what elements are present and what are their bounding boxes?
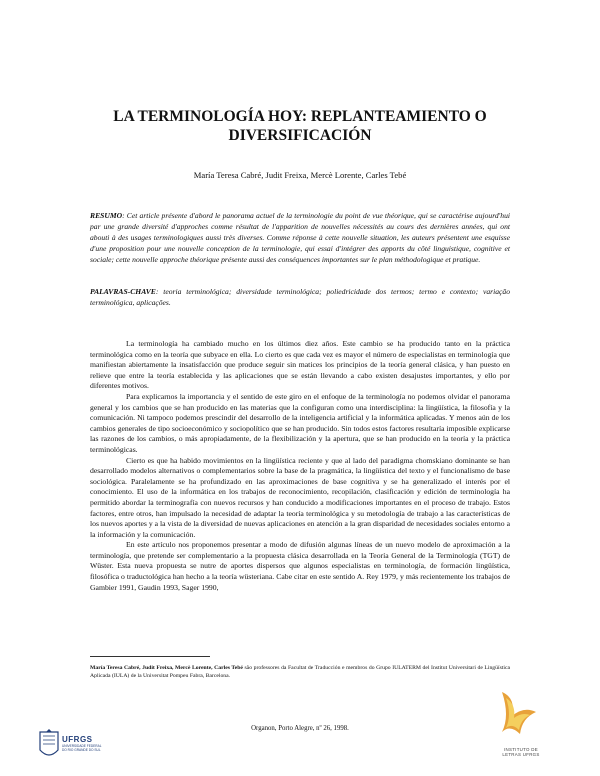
footnote-divider [90,656,210,657]
keywords [90,286,510,308]
paper-title: LA TERMINOLOGÍA HOY: REPLANTEAMIENTO O DIVERSIFICACIÓN [113,108,487,144]
body-paragraph-4: En este artículo nos proponemos presentar a modo de difusión algunas líneas de un nuevo modelo de aproximación a la terminología, que pretende ser complementario a la propuesta clásica desarrollada en la Teoría General de la Terminología (TGT) de Wüster. Esta nueva propuesta se nutre de aportes dispersos que algunos especialistas en terminología, de formación lingüística, filosófica o traductológica han hecho a la teoría wüsteriana. Cabe citar en este sentido A. Rey 1979, y más recientemente los trabajos de Gambier 1991, Gaudin 1993, Sager 1990, [90,540,510,592]
instituto-de-letras-logo-icon [494,688,544,772]
footnote-text: são professores da Facultat de Traducción e membros do Grupo IULATERM del Institut Universitari de Lingüística Aplicada (IULA) de la Universitat Pompeu Fabra, Barcelona. [90,665,510,679]
ufrgs-logo-subtitle: UNIVERSIDADE FEDERAL DO RIO GRANDE DO SUL [62,744,102,752]
footnote [90,664,510,680]
keywords-text: : teoria terminológica; diversidade terminológica; poliedricidade dos termos; termo e contexto; variação terminológica, aplicações. [90,287,510,307]
abstract-label: RESUMO [90,211,123,220]
keywords-label: PALAVRAS-CHAVE [90,287,156,296]
authors-line: María Teresa Cabré, Judit Freixa, Mercè Lorente, Carles Tebé [193,170,407,180]
abstract-text: : Cet article présente d'abord le panorama actuel de la terminologie du point de vue théorique, qui se caractérise aujourd'hui par une grande diversité d'approches comme résultat de l'apparition de nouvelles nécessités au cours des dernières années, qui ont abouti à des usages terminologiques aussi très diverses. Comme réponse à cette nouvelle situation, les auteurs présentent une esquisse d'une proposition pour une nouvelle conception de la terminologie, qui essai d'intégrer des apports du côté linguistique, cognitive et sociale; cette nouvelle approche théorique présente aussi des conséquences importantes sur le plan méthodologique et pratique. [90,211,510,264]
body-text [90,339,510,593]
ufrgs-logo-text: UFRGS [62,735,93,744]
instituto-de-letras-logo-text: INSTITUTO DE LETRAS UFRGS [502,747,540,758]
footnote-authors: María Teresa Cabré, Judit Freixa, Mercè Lorente, Carles Tebé [90,665,243,671]
abstract [90,210,510,265]
body-paragraph-3: Cierto es que ha habido movimientos en la lingüística reciente y que al lado del paradigma chomskiano dominante se han desarrollado modelos alternativos o complementarios sobre la base de la pragmática, la lingüística del texto y el funcionalismo de base sociológica. Paralelamente se ha profundizado en las aproximaciones de base cognitiva y se ha generalizado el interés por el conocimiento. El uso de la informática en los trabajos de reconocimiento, recopilación, clasificación y edición de terminología ha permitido abordar la terminografía con nuevos recursos y han conducido a modificaciones importantes en el proceso de trabajo. Estos factores, entre otros, han impulsado la necesidad de adaptar la teoría terminológica y su metodología de trabajo a las características de los nuevos aportes y a la vista de la diversidad de nuevas aplicaciones en atención a la gran disparidad de necesidades sociales entorno a la información y la comunicación. [90,455,510,539]
body-paragraph-2: Para explicarnos la importancia y el sentido de este giro en el enfoque de la terminología no podemos olvidar el panorama general y los cambios que se han producido en las materias que la configuran como una interdisciplina: la lingüística, la filosofía y la comunicación. Ni tampoco podemos prescindir del desarrollo de la inteligencia artificial y la informática aplicadas. Y menos aún de los cambios generales de tipo socioeconómico y sociopolítico que se han producido. Sin todos estos factores resultaría imposible explicarse las razones de los cambios, o más apropiadamente, de la flexibilización y la apertura, que se han producido en la teoría y la práctica terminológicas. [90,391,510,454]
body-paragraph-1: La terminología ha cambiado mucho en los últimos diez años. Este cambio se ha producido tanto en la práctica terminológica como en la teoría que subyace en ella. Lo cierto es que cada vez es mayor el número de especialistas en terminología que manifiestan abiertamente la insatisfacción que produce seguir sin matices los principios de la teoría general clásica, y han puesto en relieve que entre la teoría establecida y las aplicaciones que se están llevando a cabo existen desajustes importantes, y ello por diferentes motivos. [90,339,510,391]
journal-citation: Organon, Porto Alegre, nº 26, 1998. [251,725,349,732]
